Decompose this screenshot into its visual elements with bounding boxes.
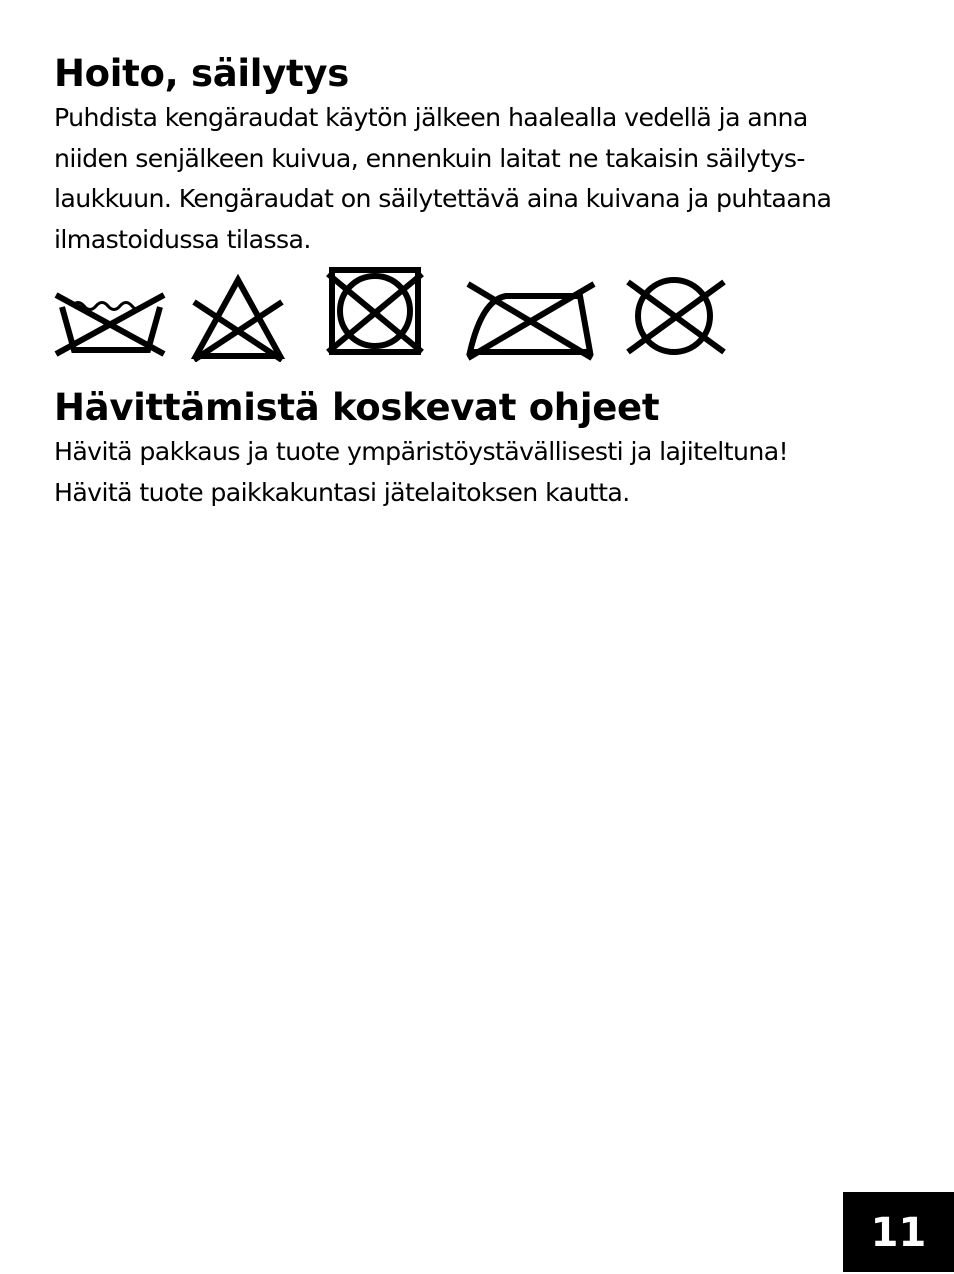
care-text-line: ilmastoidussa tilassa. bbox=[54, 224, 311, 254]
do-not-iron-icon bbox=[462, 262, 600, 362]
disposal-heading: Hävittämistä koskevat ohjeet bbox=[54, 386, 660, 429]
disposal-text-line: Hävitä pakkaus ja tuote ympäristöystävällisesti ja lajiteltuna! bbox=[54, 437, 789, 466]
care-storage-heading: Hoito, säilytys bbox=[54, 52, 349, 95]
page-number-box bbox=[843, 1192, 954, 1272]
care-symbols-row bbox=[52, 262, 742, 362]
do-not-tumble-dry-icon bbox=[324, 262, 424, 362]
care-storage-text bbox=[54, 98, 831, 260]
do-not-bleach-icon bbox=[188, 262, 288, 362]
do-not-wash-icon bbox=[52, 262, 168, 362]
care-text-line: Puhdista kengäraudat käytön jälkeen haalealla vedellä ja anna bbox=[54, 103, 808, 132]
care-text-line: niiden senjälkeen kuivua, ennenkuin laitat ne takaisin säilytys- bbox=[54, 143, 805, 173]
care-text-line: laukkuun. Kengäraudat on säilytettävä aina kuivana ja puhtaana bbox=[54, 184, 832, 213]
disposal-text-line: Hävitä tuote paikkakuntasi jätelaitoksen kautta. bbox=[54, 477, 630, 507]
disposal-text bbox=[54, 432, 788, 513]
do-not-dry-clean-icon bbox=[624, 262, 728, 362]
page-number: 11 bbox=[870, 1210, 927, 1256]
